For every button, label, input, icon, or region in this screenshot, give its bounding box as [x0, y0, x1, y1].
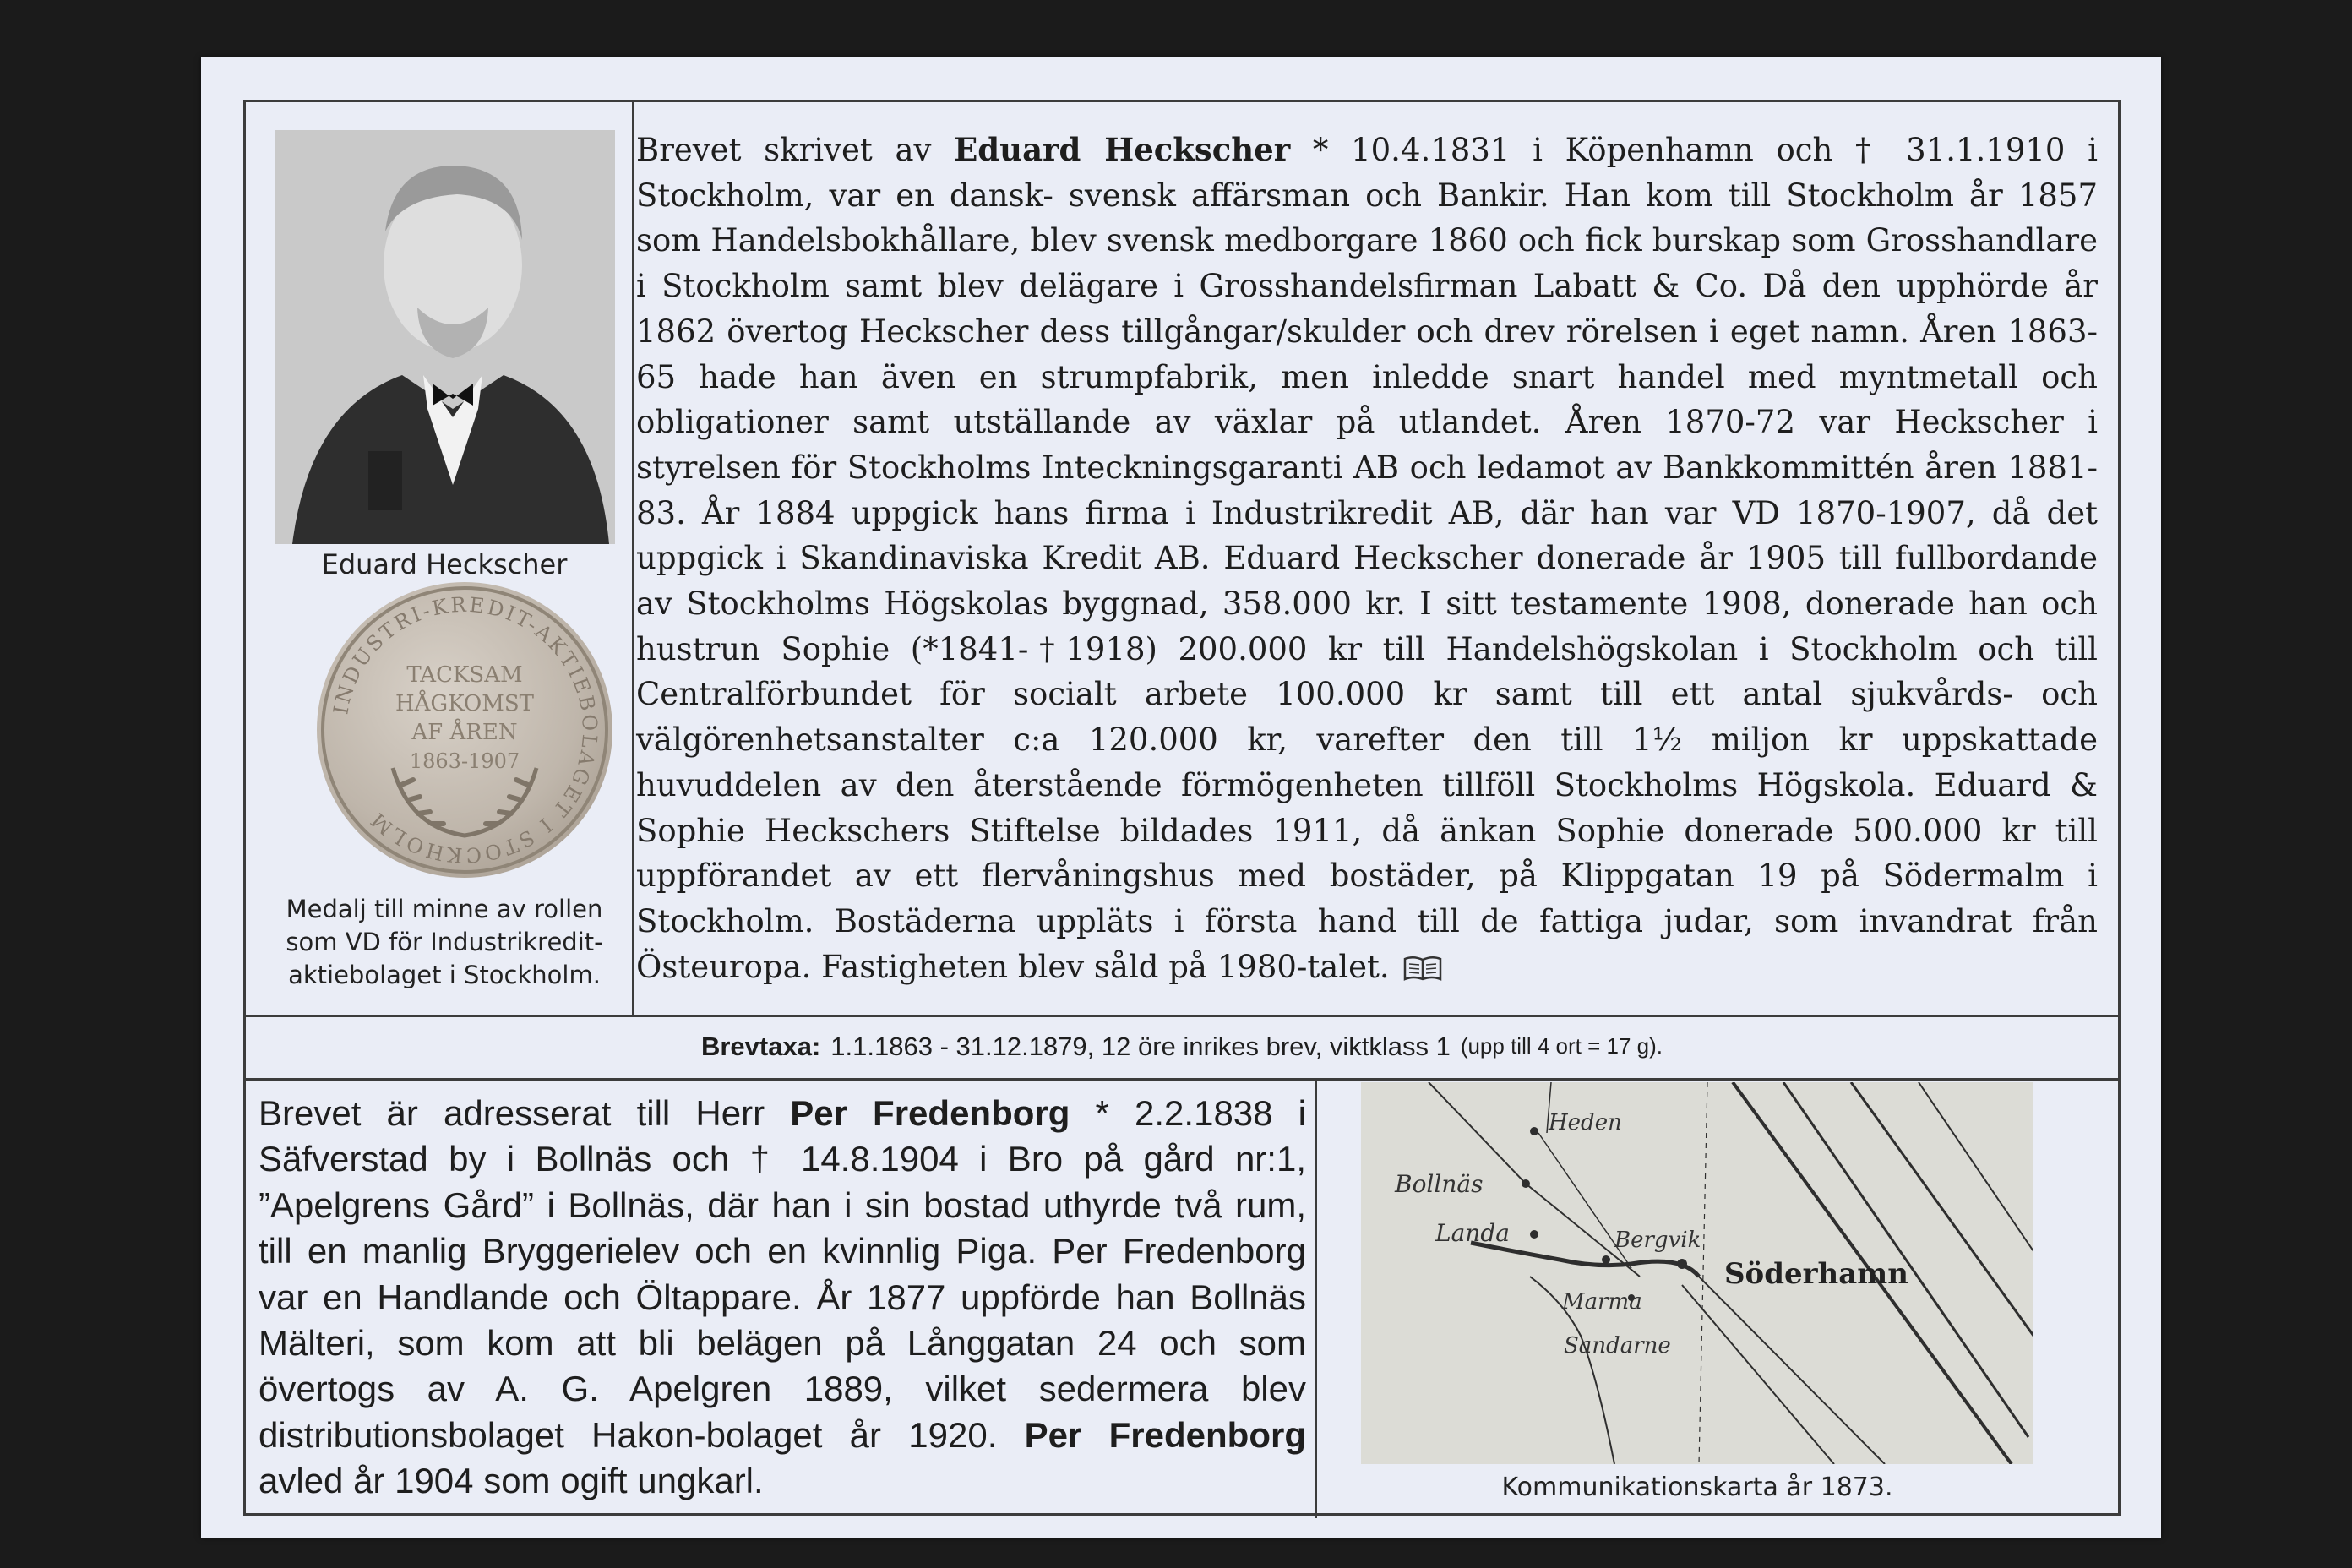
addr-name-2: Per Fredenborg — [1024, 1414, 1306, 1455]
medal-image — [317, 582, 612, 878]
map-label-landa: Landa — [1435, 1219, 1510, 1247]
portrait-caption: Eduard Heckscher — [321, 548, 568, 580]
addr-p3: avled år 1904 som ogift ungkarl. — [259, 1461, 764, 1501]
addressee-text — [259, 1091, 1306, 1505]
medal-caption-line-2: som VD för Industrikredit- — [286, 928, 603, 956]
bio-name: Eduard Heckscher — [954, 131, 1291, 168]
addr-p1: Brevet är adresserat till Herr — [259, 1093, 791, 1133]
medal-line-1: TACKSAM — [406, 662, 523, 688]
medal-caption — [259, 893, 630, 992]
card-frame — [243, 100, 2121, 1516]
portrait-photo — [275, 130, 615, 544]
map-label-soderhamn: Söderhamn — [1724, 1257, 1908, 1291]
biography-text — [636, 128, 2098, 989]
medal-line-4: 1863-1907 — [409, 749, 520, 773]
medal-line-2: HÅGKOMST — [395, 691, 535, 716]
medal-caption-line-3: aktiebolaget i Stockholm. — [288, 961, 601, 989]
map-label-sandarne: Sandarne — [1564, 1333, 1671, 1358]
medal-ring-text: INDUSTRI-KREDIT-AKTIEBOLAGET I STOCKHOLM — [329, 592, 602, 868]
map-caption: Kommunikationskarta år 1873. — [1501, 1473, 1893, 1502]
postal-rate — [246, 1015, 2118, 1078]
addr-p2: * 2.2.1838 i Säfverstad by i Bollnäs och † 14.8.1904 i Bro på gård nr:1, ”Apelgrens Gård” i Bollnäs, där han i sin bostad uthyrde två rum, till en manlig Bryggerielev och en kvinnlig Piga. Per Fredenborg var en Handlande och Öltappare. År 1877 uppförde han Bollnäs Mälteri, som kom att bli belägen på Långgatan 24 och som övertogs av A. G. Apelgren 1889, vilket sedermera blev distributionsbolaget Hakon-bolaget år 1920. — [259, 1093, 1306, 1455]
medal-icon — [317, 582, 612, 878]
rate-label: Brevtaxa: — [700, 1031, 821, 1061]
map-icon — [1361, 1082, 2034, 1464]
divider-lower — [246, 1078, 2118, 1081]
info-card — [201, 57, 2161, 1538]
medal-line-3: AF ÅREN — [411, 720, 518, 745]
bottom-divider — [1315, 1078, 1317, 1518]
bio-body: * 10.4.1831 i Köpenhamn och † 31.1.1910 i Stockholm, var en dansk- svensk affärsman och Bankir. Han kom till Stockholm år 1857 som Handelsbokhållare, blev svensk medborgare 1860 och fick burskap som Grosshandlare i Stockholm samt blev delägare i Grosshandelsfirman Labatt & Co. Då den upphörde år 1862 övertog Heckscher dess tillgångar/skulder och drev rörelsen i eget namn. Åren 1863-65 hade han även en strumpfabrik, men inledde snart handel med myntmetall och obligationer samt utställande av växlar på utlandet. Åren 1870-72 var Heckscher i styrelsen för Stockholms Inteckningsgaranti AB och ledamot av Bankkommittén åren 1881-83. År 1884 uppgick hans firma i Industrikredit AB, där han var VD 1870-1907, då det uppgick i Skandinaviska Kredit AB. Eduard Heckscher donerade år 1905 till fullbordande av Stockholms Högskolas byggnad, 358.000 kr. I sitt testamente 1908, donerade han och hustrun Sophie (*1841-†1918) 200.000 kr till Handelshögskolan i Stockholm och till Centralförbundet för socialt arbete 100.000 kr samt till ett antal sjukvårds- och välgörenhetsanstalter c:a 120.000 kr, varefter den till 1½ miljon kr uppskattade huvuddelen av den återstående förmögenheten tillföll Stockholms Högskola. Eduard & Sophie Heckschers Stiftelse bildades 1911, då änkan Sophie donerade 500.000 kr till uppförandet av ett flervåningshus med bostäder, på Klippgatan 19 på Södermalm i Stockholm. Bostäderna uppläts i första hand till de fattiga judar, som invandrat från Östeuropa. Fastigheten blev såld på 1980-talet. — [636, 132, 2098, 985]
medal-caption-line-1: Medalj till minne av rollen — [286, 895, 603, 923]
communication-map — [1361, 1082, 2034, 1464]
top-divider — [632, 102, 634, 1015]
portrait-icon — [275, 130, 615, 544]
map-label-bollnas: Bollnäs — [1395, 1170, 1484, 1198]
bio-intro: Brevet skrivet av — [636, 132, 955, 168]
map-label-bergvik: Bergvik — [1614, 1228, 1701, 1253]
rate-note: (upp till 4 ort = 17 g). — [1460, 1033, 1663, 1059]
book-icon — [1403, 948, 1442, 973]
map-label-heden: Heden — [1549, 1110, 1622, 1135]
rate-text: 1.1.1863 - 31.12.1879, 12 öre inrikes brev, viktklass 1 — [830, 1031, 1451, 1061]
map-label-marma: Marma — [1562, 1289, 1642, 1315]
addr-name-1: Per Fredenborg — [790, 1093, 1070, 1133]
